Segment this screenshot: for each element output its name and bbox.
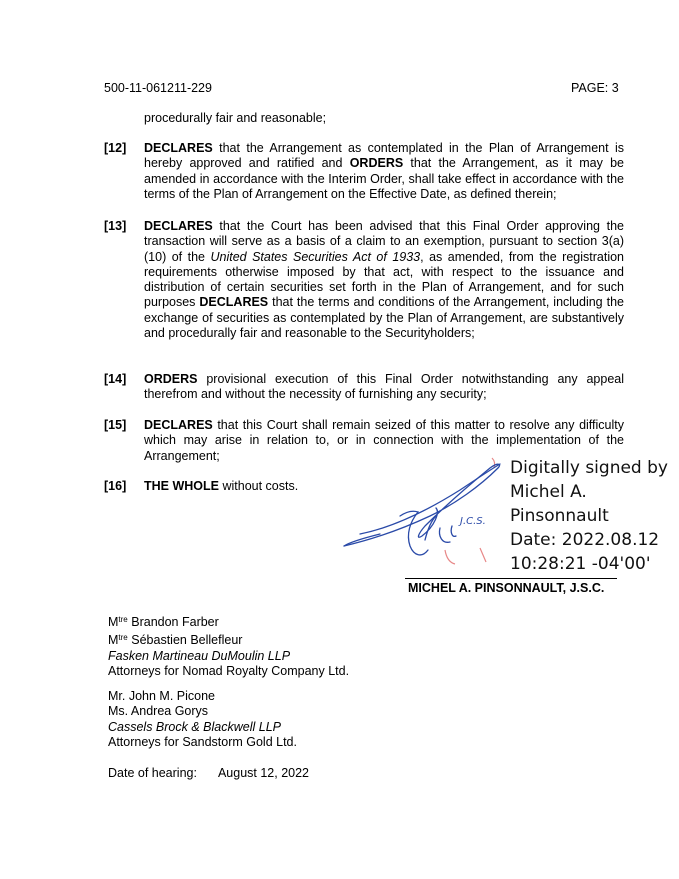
paragraph-text-run: United States Securities Act of 1933: [210, 249, 421, 264]
paragraph-text-run: provisional execution of this Final Order notwithstanding any appeal therefrom and without the necessity of furnishing any security;: [144, 372, 624, 402]
signature-stamp-marks: [445, 458, 495, 564]
file-number: 500-11-061211-229: [104, 81, 212, 95]
paragraph-text-run: ORDERS: [144, 372, 198, 386]
counsel-lawyer-1: Mr. John M. Picone: [108, 689, 215, 703]
counsel-block-nomad: [108, 612, 349, 680]
paragraph-text-run: DECLARES: [144, 219, 213, 233]
counsel-lawyer-2: Ms. Andrea Gorys: [108, 704, 209, 719]
paragraph-text-run: ORDERS: [349, 156, 404, 171]
paragraph-number-14: [14]: [104, 372, 127, 386]
counsel-role: Attorneys for Nomad Royalty Company Ltd.: [108, 664, 350, 679]
paragraph-text-run: that the Arrangement as contemplated in the Plan of Arrangement is hereby approved and ratified and: [144, 141, 624, 171]
paragraph-13: [144, 219, 624, 341]
digital-signature-line-4: Date: 2022.08.12: [510, 530, 660, 550]
paragraph-text-run: without costs.: [219, 479, 299, 493]
paragraph-number-16: [16]: [104, 479, 127, 493]
paragraph-text-run: that the Court has been advised that this Final Order approving the transaction will serve as a basis of a claim to an exemption, pursuant to section 3(a)(10) of the: [144, 219, 624, 264]
paragraph-12: [144, 141, 624, 202]
paragraph-text-run: that the Arrangement, as it may be amended in accordance with the Interim Order, shall take effect in accordance with the terms of the Plan of Arrangement on the Effective Date, as defined therein;: [144, 156, 624, 201]
judge-name: MICHEL A. PINSONNAULT, J.S.C.: [408, 581, 605, 595]
digital-signature: [510, 456, 668, 576]
continuation-text: procedurally fair and reasonable;: [144, 111, 327, 125]
handwritten-signature: [340, 450, 510, 580]
counsel-block-sandstorm: [108, 689, 297, 751]
digital-signature-line-1: Digitally signed by: [510, 458, 668, 478]
paragraph-number-13: [13]: [104, 219, 127, 233]
counsel-role: Attorneys for Sandstorm Gold Ltd.: [108, 735, 297, 750]
counsel-firm: Cassels Brock & Blackwell LLP: [108, 719, 281, 734]
paragraph-text-run: that this Court shall remain seized of this matter to resolve any difficulty which may arise in relation to, or in connection with the implementation of the Arrangement;: [144, 418, 624, 463]
hearing-date-row: [108, 766, 309, 781]
counsel-lawyer-2: $M^{tre}$ Sébastien Bellefleur: [108, 633, 243, 648]
paragraph-number-15: [15]: [104, 418, 127, 432]
paragraph-14: [144, 372, 624, 403]
digital-signature-line-2: Michel A.: [510, 482, 587, 502]
hearing-date-value: August 12, 2022: [217, 766, 309, 780]
paragraph-text-run: that the terms and conditions of the Arrangement, including the exchange of securities as contemplated by the Plan of Arrangement, are substantively and procedurally fair and reasonable to the Securityholders;: [144, 295, 624, 341]
page-number: PAGE: 3: [571, 81, 619, 95]
hearing-date-label: Date of hearing:: [108, 766, 197, 780]
paragraph-text-run: DECLARES: [144, 418, 213, 432]
paragraph-text-run: , as amended, from the registration requirements otherwise imposed by that act, with respect to the issuance and distribution of certain securities set forth in the Plan of Arrangement, and for such purposes: [144, 249, 625, 310]
paragraph-text-run: THE WHOLE: [144, 479, 219, 493]
signature-initials: J.C.S.: [460, 516, 486, 527]
paragraph-text-run: DECLARES: [199, 295, 269, 310]
paragraph-number-12: [12]: [104, 141, 127, 155]
signature-strokes: [344, 464, 500, 555]
counsel-lawyer-1: $M^{tre}$ Brandon Farber: [108, 615, 219, 629]
digital-signature-line-5: 10:28:21 -04'00': [510, 554, 651, 574]
paragraph-text-run: DECLARES: [144, 141, 213, 155]
digital-signature-line-3: Pinsonnault: [510, 506, 609, 526]
counsel-firm: Fasken Martineau DuMoulin LLP: [108, 648, 291, 663]
signature-line: [405, 578, 617, 579]
